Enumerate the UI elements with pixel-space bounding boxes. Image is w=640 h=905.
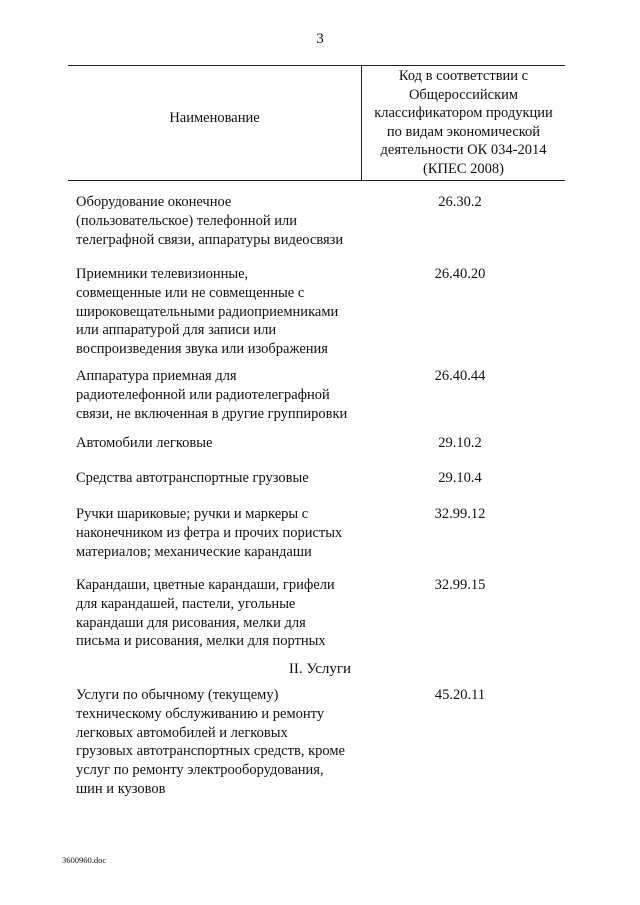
row-code: 29.10.2 <box>438 435 482 451</box>
row-code: 32.99.12 <box>434 506 486 522</box>
column-header-name: Наименование <box>169 110 260 126</box>
row-code: 32.99.15 <box>434 577 486 593</box>
row-code: 26.30.2 <box>438 194 482 210</box>
row-code: 45.20.11 <box>434 687 486 703</box>
row-name: Средства автотранспортные грузовые <box>76 470 309 486</box>
column-header-code: Код в соответствии с Общероссийским классификатором продукции по видам экономической деятельности ОК 034-2014 (КПЕС 2008) <box>374 68 553 177</box>
footer-filename: 3600960.doc <box>62 855 107 865</box>
table-header-top-rule <box>68 65 565 66</box>
row-name: Аппаратура приемная для радиотелефонной или радиотелеграфной связи, не включенная в другие группировки <box>76 368 348 422</box>
page-number: 3 <box>316 31 324 47</box>
table-header-bottom-rule <box>68 180 565 181</box>
row-name: Карандаши, цветные карандаши, грифели для карандашей, пастели, угольные карандаши для рисования, мелки для письма и рисования, мелки для портных <box>76 577 335 650</box>
row-name: Оборудование оконечное (пользовательское) телефонной или телеграфной связи, аппаратуры видеосвязи <box>76 194 344 248</box>
row-code: 26.40.44 <box>434 368 486 384</box>
row-name: Ручки шариковые; ручки и маркеры с наконечником из фетра и прочих пористых материалов; механические карандаши <box>76 506 343 560</box>
section-title: II. Услуги <box>288 661 352 677</box>
row-name: Автомобили легковые <box>76 435 213 451</box>
row-name: Услуги по обычному (текущему) техническому обслуживанию и ремонту легковых автомобилей и легковых грузовых автотранспортных средств, кроме услуг по ремонту электрооборудования, шин и кузовов <box>76 687 345 797</box>
row-code: 26.40.20 <box>434 266 486 282</box>
row-code: 29.10.4 <box>438 470 482 486</box>
row-name: Приемники телевизионные, совмещенные или не совмещенные с широковещательными радиоприемниками или аппаратурой для записи или воспроизведения звука или изображения <box>76 266 339 358</box>
